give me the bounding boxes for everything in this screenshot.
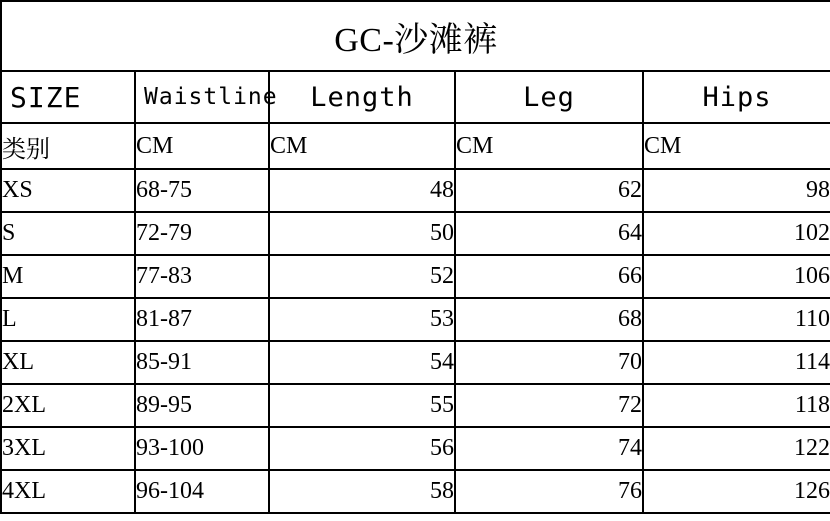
- cell-hips: 118: [643, 384, 830, 427]
- unit-waistline: CM: [135, 123, 269, 169]
- cell-hips: 114: [643, 341, 830, 384]
- column-header-row: [1, 71, 830, 123]
- cell-leg: 70: [455, 341, 643, 384]
- cell-waistline: 72-79: [135, 212, 269, 255]
- unit-leg: CM: [455, 123, 643, 169]
- cell-size: XS: [1, 169, 135, 212]
- cell-length: 52: [269, 255, 455, 298]
- table-row: [1, 470, 830, 513]
- document-title: GC-沙滩裤: [1, 1, 830, 71]
- cell-waistline: 93-100: [135, 427, 269, 470]
- table-row: [1, 384, 830, 427]
- table-row: [1, 341, 830, 384]
- cell-size: L: [1, 298, 135, 341]
- table-row: [1, 298, 830, 341]
- table-row: [1, 169, 830, 212]
- table-row: [1, 427, 830, 470]
- cell-size: S: [1, 212, 135, 255]
- cell-length: 53: [269, 298, 455, 341]
- cell-length: 50: [269, 212, 455, 255]
- cell-hips: 110: [643, 298, 830, 341]
- cell-length: 54: [269, 341, 455, 384]
- cell-leg: 62: [455, 169, 643, 212]
- cell-leg: 68: [455, 298, 643, 341]
- cell-size: XL: [1, 341, 135, 384]
- cell-leg: 66: [455, 255, 643, 298]
- cell-leg: 74: [455, 427, 643, 470]
- cell-length: 48: [269, 169, 455, 212]
- cell-waistline: 96-104: [135, 470, 269, 513]
- cell-hips: 106: [643, 255, 830, 298]
- cell-hips: 98: [643, 169, 830, 212]
- cell-size: 4XL: [1, 470, 135, 513]
- unit-hips: CM: [643, 123, 830, 169]
- cell-size: 3XL: [1, 427, 135, 470]
- unit-category: 类别: [1, 123, 135, 169]
- cell-waistline: 77-83: [135, 255, 269, 298]
- cell-waistline: 85-91: [135, 341, 269, 384]
- cell-hips: 102: [643, 212, 830, 255]
- table-row: [1, 255, 830, 298]
- header-leg: Leg: [455, 71, 643, 123]
- cell-waistline: 81-87: [135, 298, 269, 341]
- cell-length: 55: [269, 384, 455, 427]
- table-row: [1, 212, 830, 255]
- cell-length: 56: [269, 427, 455, 470]
- cell-size: 2XL: [1, 384, 135, 427]
- header-size: SIZE: [1, 71, 135, 123]
- header-waistline: Waistline: [135, 71, 269, 123]
- cell-hips: 122: [643, 427, 830, 470]
- cell-leg: 72: [455, 384, 643, 427]
- cell-leg: 76: [455, 470, 643, 513]
- cell-hips: 126: [643, 470, 830, 513]
- cell-waistline: 89-95: [135, 384, 269, 427]
- title-row: [1, 1, 830, 71]
- header-length: Length: [269, 71, 455, 123]
- header-hips: Hips: [643, 71, 830, 123]
- cell-size: M: [1, 255, 135, 298]
- cell-length: 58: [269, 470, 455, 513]
- unit-length: CM: [269, 123, 455, 169]
- units-row: [1, 123, 830, 169]
- cell-leg: 64: [455, 212, 643, 255]
- cell-waistline: 68-75: [135, 169, 269, 212]
